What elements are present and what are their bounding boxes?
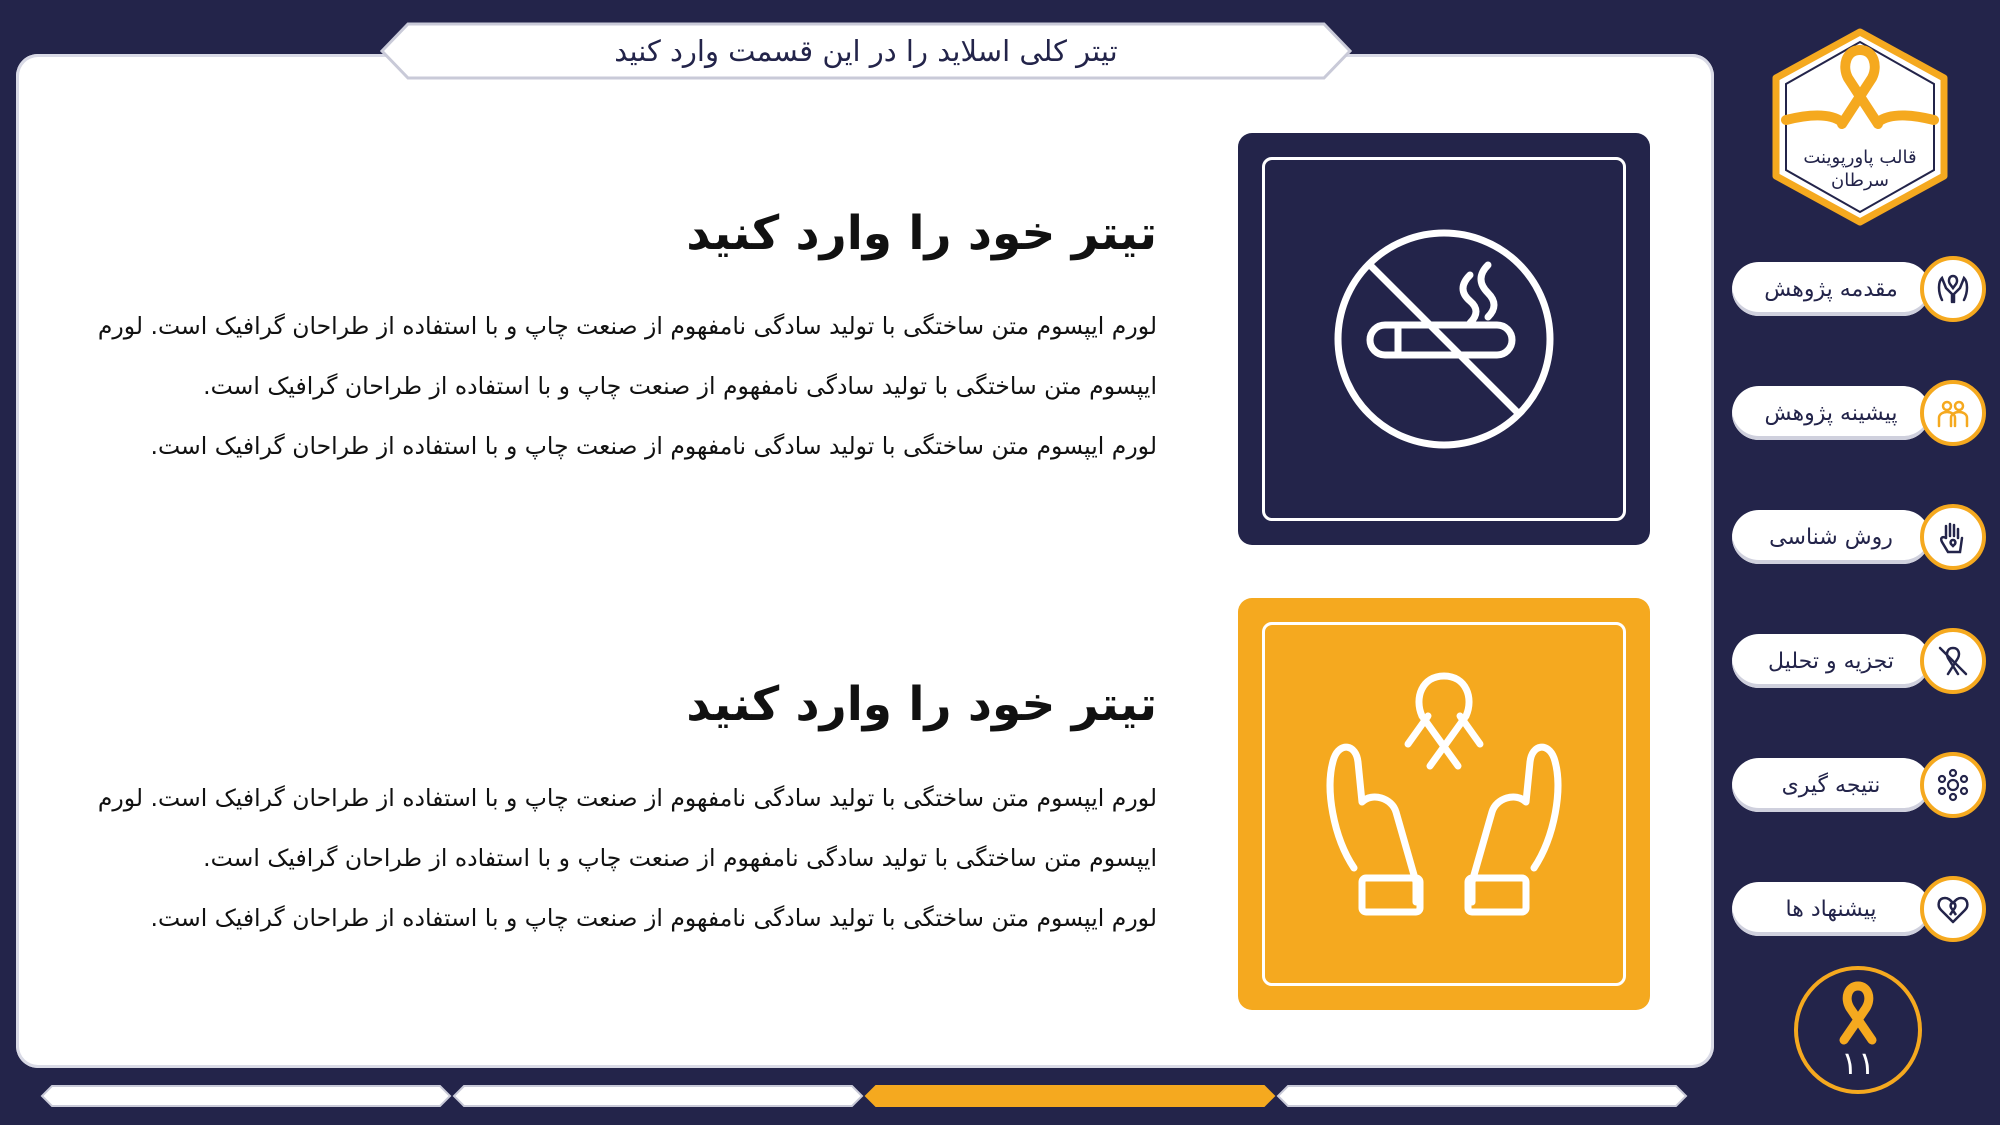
heart-icon <box>1920 876 1986 942</box>
nav-item-label: نتیجه گیری <box>1732 758 1930 812</box>
page-number: ۱۱ <box>1840 1044 1876 1082</box>
nav-item-suggestions[interactable] <box>1732 876 1992 942</box>
progress-segment-active <box>864 1084 1276 1108</box>
slide-title: تیتر کلی اسلاید را در این قسمت وارد کنید <box>614 34 1118 68</box>
nav-item-label: پیشنهاد ها <box>1732 882 1930 936</box>
body-line: ایپسوم متن ساختگی با تولید سادگی نامفهوم از صنعت چاپ و با استفاده از طراحان گرافیک است. <box>203 372 1157 400</box>
nav-item-background[interactable] <box>1732 380 1992 446</box>
nav-item-conclusion[interactable] <box>1732 752 1992 818</box>
section-1-body <box>97 296 1157 476</box>
hands-ribbon-icon <box>1238 598 1650 1010</box>
nav-item-label: مقدمه پژوهش <box>1732 262 1930 316</box>
nav-item-analysis[interactable] <box>1732 628 1992 694</box>
logo-line-1: قالب پاورپوینت <box>1803 147 1917 168</box>
body-line: لورم ایپسوم متن ساختگی با تولید سادگی نامفهوم از صنعت چاپ و با استفاده از طراحان گرافیک است. لورم <box>97 784 1157 812</box>
people-icon <box>1920 380 1986 446</box>
ribbon-icon <box>1798 976 1918 1046</box>
body-line: لورم ایپسوم متن ساختگی با تولید سادگی نامفهوم از صنعت چاپ و با استفاده از طراحان گرافیک است. <box>150 432 1157 460</box>
logo-badge <box>1766 28 1954 226</box>
nav-item-label: تجزیه و تحلیل <box>1732 634 1930 688</box>
body-line: لورم ایپسوم متن ساختگی با تولید سادگی نامفهوم از صنعت چاپ و با استفاده از طراحان گرافیک است. <box>150 904 1157 932</box>
hands-icon <box>1920 256 1986 322</box>
section-2-heading: تیتر خود را وارد کنید <box>686 677 1157 732</box>
nav-item-label: پیشینه پژوهش <box>1732 386 1930 440</box>
card-hands-ribbon <box>1238 598 1650 1010</box>
hand-icon <box>1920 504 1986 570</box>
progress-segment <box>40 1084 452 1108</box>
card-no-smoking <box>1238 133 1650 545</box>
nav-item-introduction[interactable] <box>1732 256 1992 322</box>
progress-segment <box>1276 1084 1688 1108</box>
no-smoking-icon <box>1238 133 1650 545</box>
progress-segment <box>452 1084 864 1108</box>
nav-item-label: روش شناسی <box>1732 510 1930 564</box>
section-2-body <box>97 768 1157 948</box>
section-1-heading: تیتر خود را وارد کنید <box>686 206 1157 261</box>
cells-icon <box>1920 752 1986 818</box>
body-line: لورم ایپسوم متن ساختگی با تولید سادگی نامفهوم از صنعت چاپ و با استفاده از طراحان گرافیک است. لورم <box>97 312 1157 340</box>
nav-item-methodology[interactable] <box>1732 504 1992 570</box>
logo-text <box>1766 146 1954 192</box>
ribbon-cross-icon <box>1920 628 1986 694</box>
logo-hexagon <box>1766 28 1954 226</box>
page-badge <box>1794 966 1922 1094</box>
logo-line-2: سرطان <box>1830 170 1890 191</box>
body-line: ایپسوم متن ساختگی با تولید سادگی نامفهوم از صنعت چاپ و با استفاده از طراحان گرافیک است. <box>203 844 1157 872</box>
title-bar <box>380 22 1352 80</box>
